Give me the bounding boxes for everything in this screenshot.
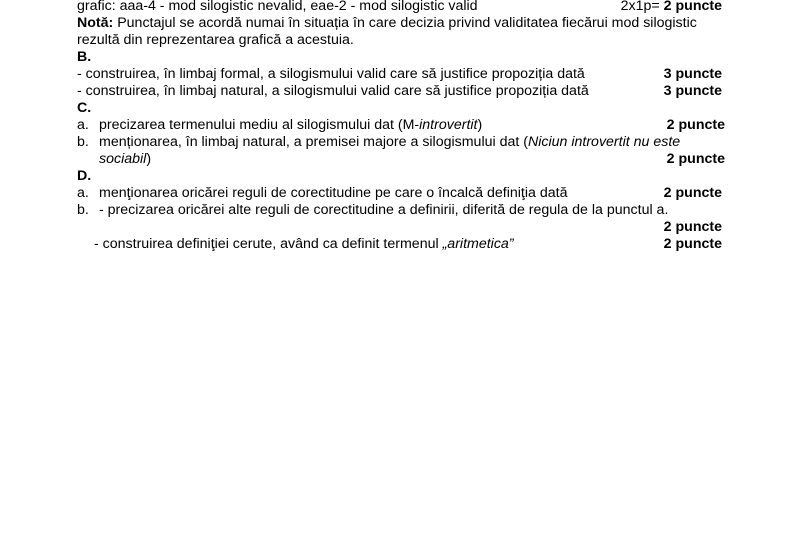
section-c-item-b bbox=[77, 134, 725, 151]
section-c-b-number: b. bbox=[77, 134, 89, 150]
note-text-1: Punctajul se acordă numai în situația în care decizia privind validitatea fiecărui mod silogistic bbox=[113, 15, 697, 31]
grafic-points-value: 2 puncte bbox=[663, 0, 722, 14]
line-grafic bbox=[77, 0, 725, 15]
section-c-b-close: ) bbox=[146, 151, 152, 167]
section-d-b-italic: „aritmetica” bbox=[442, 236, 514, 252]
section-d-b-number: b. bbox=[77, 202, 89, 218]
section-d-a-text: menţionarea oricărei reguli de corectitudine pe care o încalcă definiţia dată bbox=[99, 185, 568, 201]
section-d-item-b-line-2 bbox=[77, 236, 725, 253]
section-c-a-close: ) bbox=[477, 117, 483, 133]
section-d-a-number: a. bbox=[77, 185, 89, 201]
section-d-item-b bbox=[77, 202, 725, 219]
section-b-item-2-points: 3 puncte bbox=[663, 83, 722, 99]
note-text-2: rezultă din reprezentarea grafică a acestuia. bbox=[77, 32, 354, 48]
section-c-item-a bbox=[77, 117, 725, 134]
section-d-b-text-1: - precizarea oricărei alte reguli de corectitudine a definirii, diferită de regula de la punctul a. bbox=[99, 202, 669, 218]
section-c-heading: C. bbox=[77, 100, 92, 116]
section-c-a-points: 2 puncte bbox=[666, 117, 725, 133]
section-d-b-text-2: - construirea definiţiei cerute, având ca definit termenul bbox=[94, 236, 443, 252]
note-line-2 bbox=[77, 32, 725, 49]
section-c-b-italic-1: Niciun introvertit nu este bbox=[527, 134, 681, 150]
section-b-item-1 bbox=[77, 66, 725, 83]
section-b-item-2-text: - construirea, în limbaj natural, a silogismului valid care să justifice propoziția dată bbox=[77, 83, 589, 99]
section-c-b-text: menționarea, în limbaj natural, a premisei majore a silogismului dat ( bbox=[99, 134, 528, 150]
section-d-a-points: 2 puncte bbox=[663, 185, 722, 201]
section-c-a-number: a. bbox=[77, 117, 89, 133]
section-d-b-points-1: 2 puncte bbox=[663, 219, 722, 235]
section-b-item-2 bbox=[77, 83, 725, 100]
section-b-item-1-text: - construirea, în limbaj formal, a silogismului valid care să justifice propoziția dată bbox=[77, 66, 585, 82]
grafic-text: grafic: aaa-4 - mod silogistic nevalid, eae-2 - mod silogistic valid bbox=[77, 0, 478, 14]
section-b-heading: B. bbox=[77, 49, 92, 65]
note-line-1 bbox=[77, 15, 725, 32]
section-d-item-b-points-1-line bbox=[77, 219, 725, 236]
section-d-heading: D. bbox=[77, 168, 92, 184]
grafic-points bbox=[621, 0, 722, 15]
section-d-item-a bbox=[77, 185, 725, 202]
grafic-points-prefix: 2x1p= bbox=[620, 0, 664, 14]
section-c-item-b-cont bbox=[77, 151, 725, 168]
section-c-a-italic: introvertit bbox=[419, 117, 478, 133]
section-d-b-points-2: 2 puncte bbox=[663, 236, 722, 252]
note-label: Notă: bbox=[77, 15, 114, 31]
section-c-b-italic-2: sociabil bbox=[99, 151, 147, 167]
section-b-item-1-points: 3 puncte bbox=[663, 66, 722, 82]
section-c-a-text: precizarea termenului mediu al silogismului dat (M- bbox=[99, 117, 420, 133]
section-c-b-points: 2 puncte bbox=[666, 151, 725, 167]
